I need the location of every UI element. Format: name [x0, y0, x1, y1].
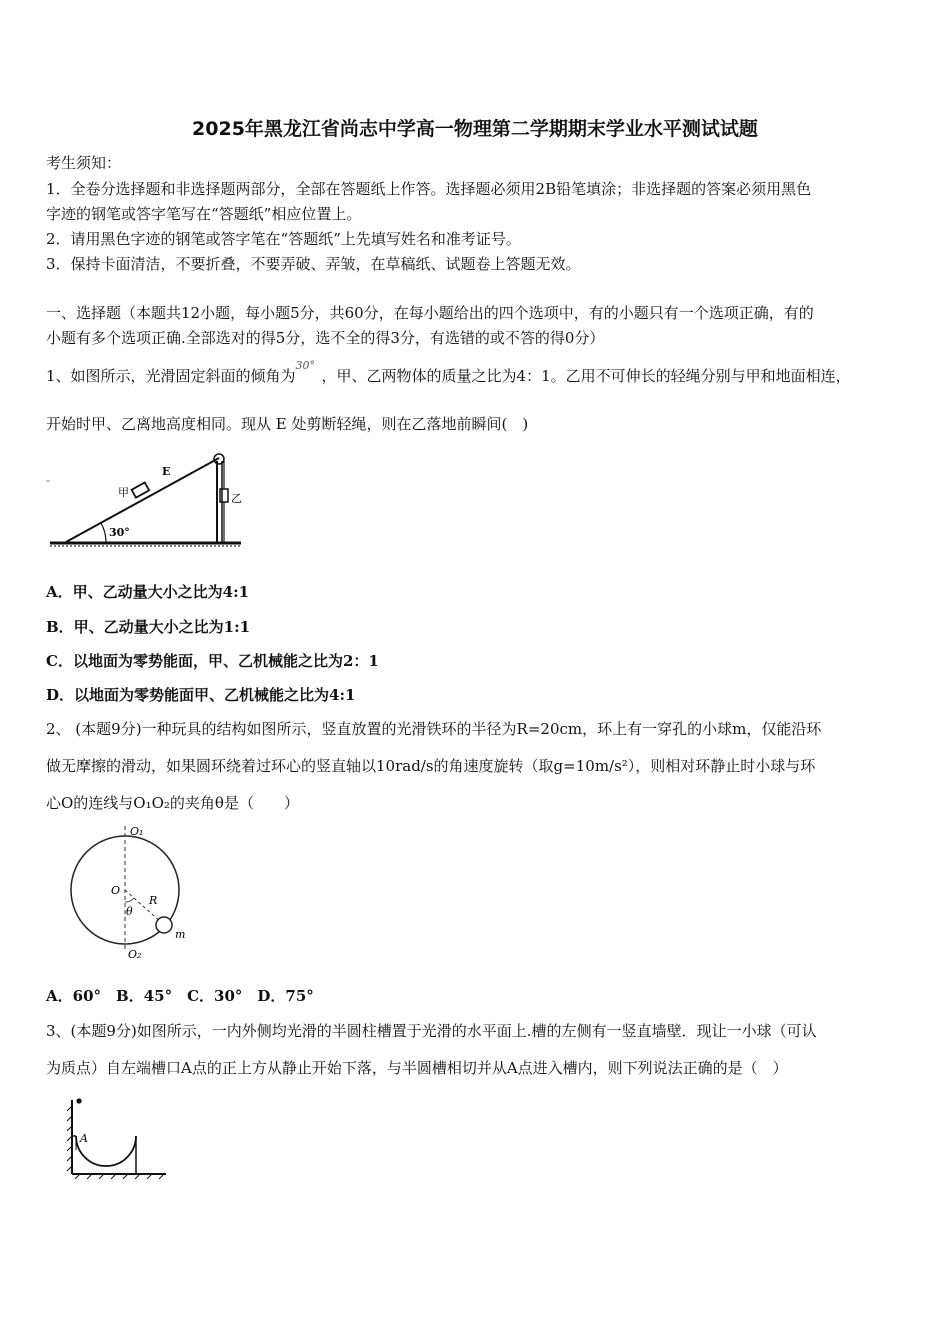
q1-incline-figure — [46, 448, 246, 548]
q2-label-o1: O₁ — [130, 825, 144, 838]
q3-label-a: A — [80, 1132, 88, 1145]
section-1-instructions: 一、选择题（本题共12小题，每小题5分，共60分，在每小题给出的四个选项中，有的小题只有一个选项正确，有的 — [46, 304, 814, 322]
q3-trough-figure — [64, 1092, 194, 1182]
q1-angle-inline: 30° — [295, 359, 316, 372]
q2-label-o: O — [111, 884, 121, 897]
q3-stem-line-2: 为质点）自左端槽口A点的正上方从静止开始下落，与半圆槽相切并从A点进入槽内，则下列说法正确的是（ ） — [46, 1059, 788, 1077]
q2-options: A．60° B．45° C．30° D．75° — [46, 987, 314, 1005]
page-title: 2025年黑龙江省尚志中学高一物理第二学期期末学业水平测试试题 — [192, 118, 758, 140]
q1-label-yi: 乙 — [231, 492, 242, 505]
q1-stem-line-2: 开始时甲、乙离地高度相同。现从 E 处剪断轻绳，则在乙落地前瞬间( ) — [46, 415, 529, 433]
q2-label-theta: θ — [126, 905, 133, 918]
section-1-instructions-cont: 小题有多个选项正确.全部选对的得5分，选不全的得3分，有选错的或不答的得0分） — [46, 329, 605, 347]
q3-stem-line-1: 3、(本题9分)如图所示，一内外侧均光滑的半圆柱槽置于光滑的水平面上.槽的左侧有一竖直墙壁．现让一小球（可认 — [46, 1022, 817, 1040]
q1-label-jia: 甲 — [118, 486, 129, 499]
notice-item-2: 2．请用黑色字迹的钢笔或答字笔在“答题纸”上先填写姓名和准考证号。 — [46, 230, 521, 248]
q1-stem-b: ，甲、乙两物体的质量之比为4：1。乙用不可伸长的轻绳分别与甲和地面相连， — [321, 367, 851, 385]
q1-stem-line-1 — [46, 359, 851, 388]
q2-stem-line-3: 心O的连线与O₁O₂的夹角θ是（ ） — [46, 794, 299, 812]
q1-label-angle: 30° — [109, 526, 130, 539]
q2-label-r: R — [149, 894, 158, 907]
notice-item-1: 1．全卷分选择题和非选择题两部分，全部在答题纸上作答。选择题必须用2B铅笔填涂；非选择题的答案必须用黑色 — [46, 180, 812, 198]
q1-stem-a: 1、如图所示，光滑固定斜面的倾角为 — [46, 367, 296, 385]
q2-label-m: m — [175, 928, 186, 941]
notice-item-1-cont: 字迹的钢笔或答字笔写在“答题纸”相应位置上。 — [46, 205, 362, 223]
q1-label-e: E — [162, 465, 171, 478]
q2-ring-figure — [66, 822, 206, 962]
q1-option-c: C．以地面为零势能面，甲、乙机械能之比为2：1 — [46, 652, 379, 670]
q2-label-o2: O₂ — [128, 948, 142, 961]
notice-heading: 考生须知： — [46, 154, 122, 172]
q2-stem-line-2: 做无摩擦的滑动，如果圆环绕着过环心的竖直轴以10rad/s的角速度旋转（取g=10m/s²），则相对环静止时小球与环 — [46, 757, 816, 775]
q1-option-b: B．甲、乙动量大小之比为1:1 — [46, 618, 251, 636]
q2-stem-line-1: 2、 (本题9分)一种玩具的结构如图所示，竖直放置的光滑铁环的半径为R=20cm，环上有一穿孔的小球m，仅能沿环 — [46, 720, 822, 738]
q1-option-d: D．以地面为零势能面甲、乙机械能之比为4:1 — [46, 686, 356, 704]
notice-item-3: 3．保持卡面清洁，不要折叠，不要弄破、弄皱，在草稿纸、试题卷上答题无效。 — [46, 255, 581, 273]
q1-option-a: A．甲、乙动量大小之比为4:1 — [46, 583, 250, 601]
